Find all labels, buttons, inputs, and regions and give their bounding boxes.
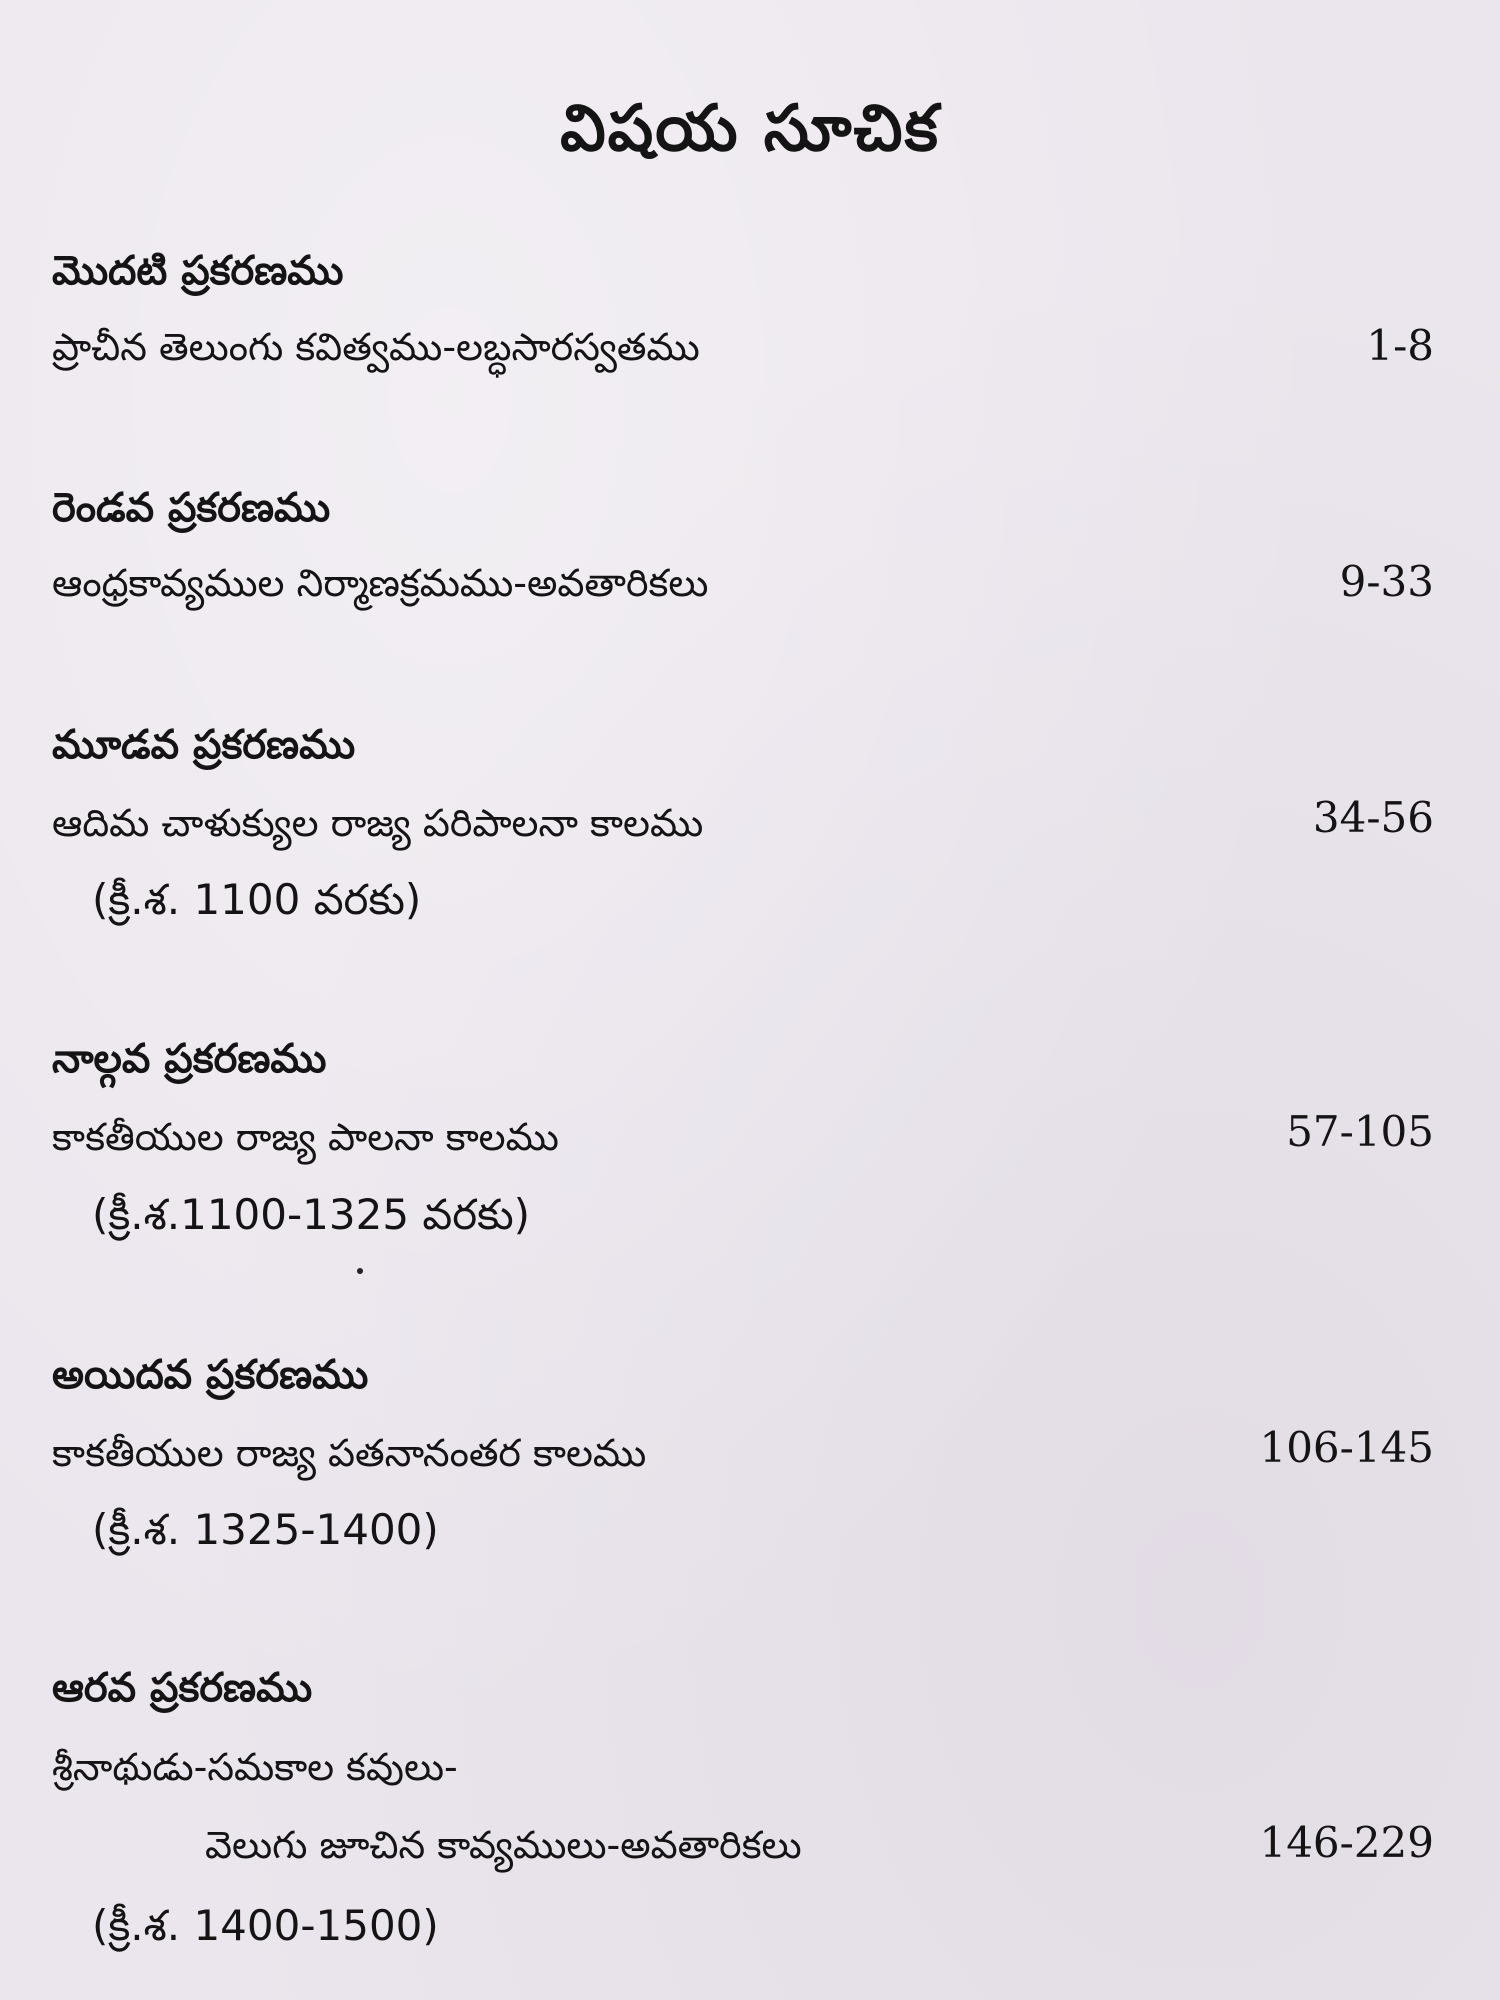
page-range: 146-229: [1259, 1818, 1434, 1867]
page-range: 9-33: [1339, 557, 1434, 606]
chapter-subject: ఆదిమ చాళుక్యుల రాజ్య పరిపాలనా కాలము: [52, 801, 704, 845]
stray-dot: [357, 1268, 363, 1274]
date-note: (క్రీ.శ. 1100 వరకు): [92, 875, 422, 924]
page-range: 34-56: [1312, 793, 1434, 842]
chapter-heading: రెండవ ప్రకరణము: [52, 485, 331, 531]
page-range: 57-105: [1286, 1107, 1434, 1156]
chapter-subject: ఆంధ్రకావ్యముల నిర్మాణక్రమము-అవతారికలు: [52, 561, 709, 605]
chapter-heading: మూడవ ప్రకరణము: [52, 722, 356, 768]
chapter-subject: ప్రాచీన తెలుంగు కవిత్వము-లబ్ధసారస్వతము: [52, 325, 700, 369]
page-range: 106-145: [1259, 1423, 1434, 1472]
chapter-heading: అయిదవ ప్రకరణము: [52, 1352, 369, 1398]
chapter-subject: కాకతీయుల రాజ్య పతనానంతర కాలము: [52, 1431, 647, 1475]
date-note: (క్రీ.శ.1100-1325 వరకు): [92, 1190, 531, 1239]
chapter-subject-continued: వెలుగు జూచిన కావ్యములు-అవతారికలు: [205, 1823, 802, 1867]
chapter-heading: నాల్గవ ప్రకరణము: [52, 1036, 327, 1082]
chapter-subject: కాకతీయుల రాజ్య పాలనా కాలము: [52, 1115, 559, 1159]
chapter-heading: మొదటి ప్రకరణము: [52, 248, 344, 294]
date-note: (క్రీ.శ. 1400-1500): [92, 1901, 439, 1950]
date-note: (క్రీ.శ. 1325-1400): [92, 1505, 439, 1554]
page-range: 1-8: [1366, 321, 1434, 370]
page-title: విషయ సూచిక: [560, 92, 940, 166]
chapter-heading: ఆరవ ప్రకరణము: [52, 1665, 313, 1711]
chapter-subject: శ్రీనాథుడు-సమకాల కవులు-: [52, 1745, 458, 1789]
